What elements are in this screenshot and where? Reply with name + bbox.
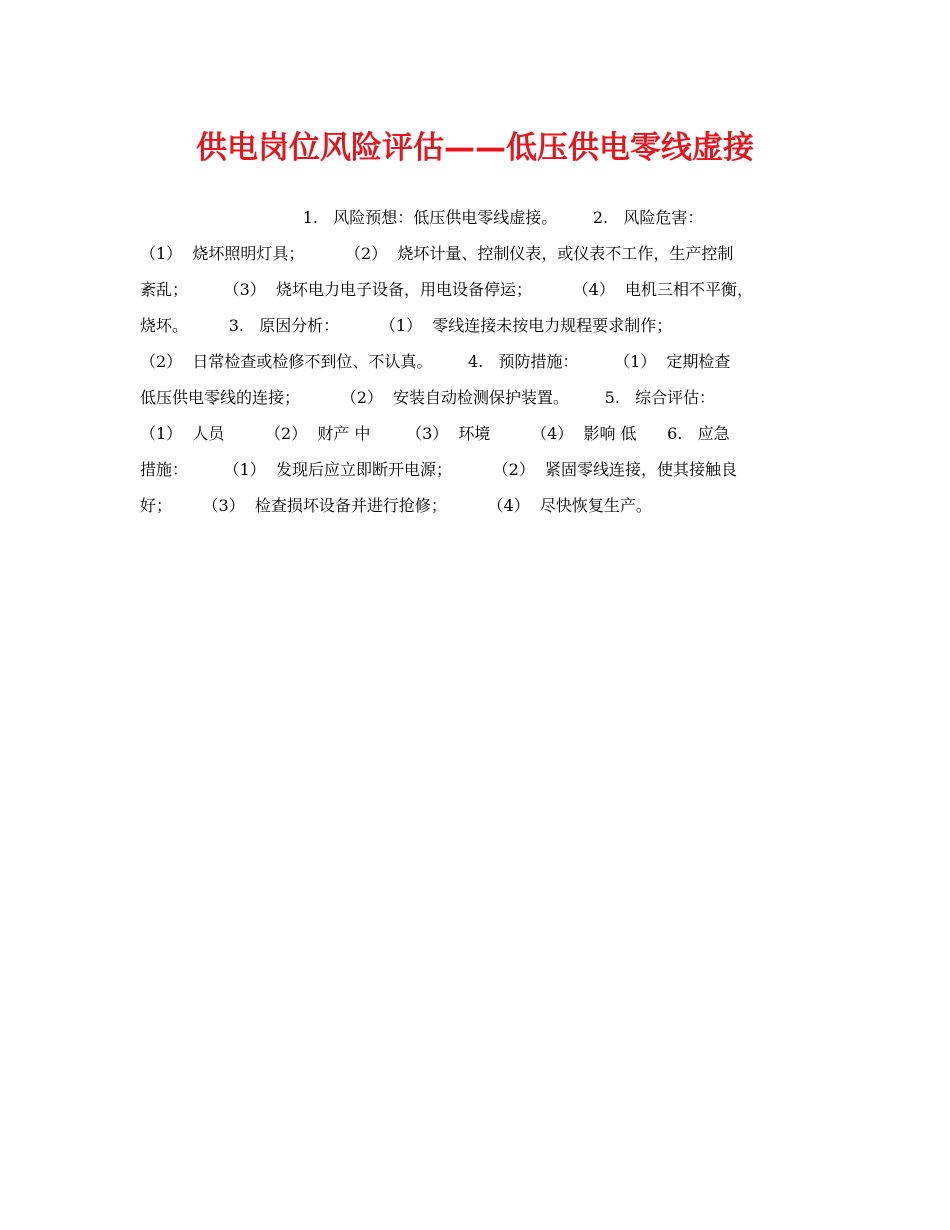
body-line-9: 好； （3） 检查损坏设备并进行抢修； （4） 尽快恢复生产。 [140,496,652,515]
document-body [140,200,820,524]
body-line-3: 紊乱； （3） 烧坏电力电子设备，用电设备停运； （4） 电机三相不平衡， [140,280,753,299]
body-line-5: （2） 日常检查或检修不到位、不认真。 4. 预防措施： （1） 定期检查 [140,352,731,371]
body-line-7: （1） 人员 （2） 财产 中 （3） 环境 （4） 影响 低 6. 应急 [140,424,730,443]
document-title: 供电岗位风险评估——低压供电零线虚接 [196,130,754,166]
body-line-1: 1. 风险预想：低压供电零线虚接。 2. 风险危害： [140,208,704,227]
body-line-6: 低压供电零线的连接； （2） 安装自动检测保护装置。 5. 综合评估： [140,388,716,407]
body-line-8: 措施： （1） 发现后应立即断开电源； （2） 紧固零线连接，使其接触良 [140,460,737,479]
body-line-2: （1） 烧坏照明灯具； （2） 烧坏计量、控制仪表，或仪表不工作，生产控制 [140,244,734,263]
body-line-4: 烧坏。 3. 原因分析： （1） 零线连接未按电力规程要求制作； [140,316,673,335]
